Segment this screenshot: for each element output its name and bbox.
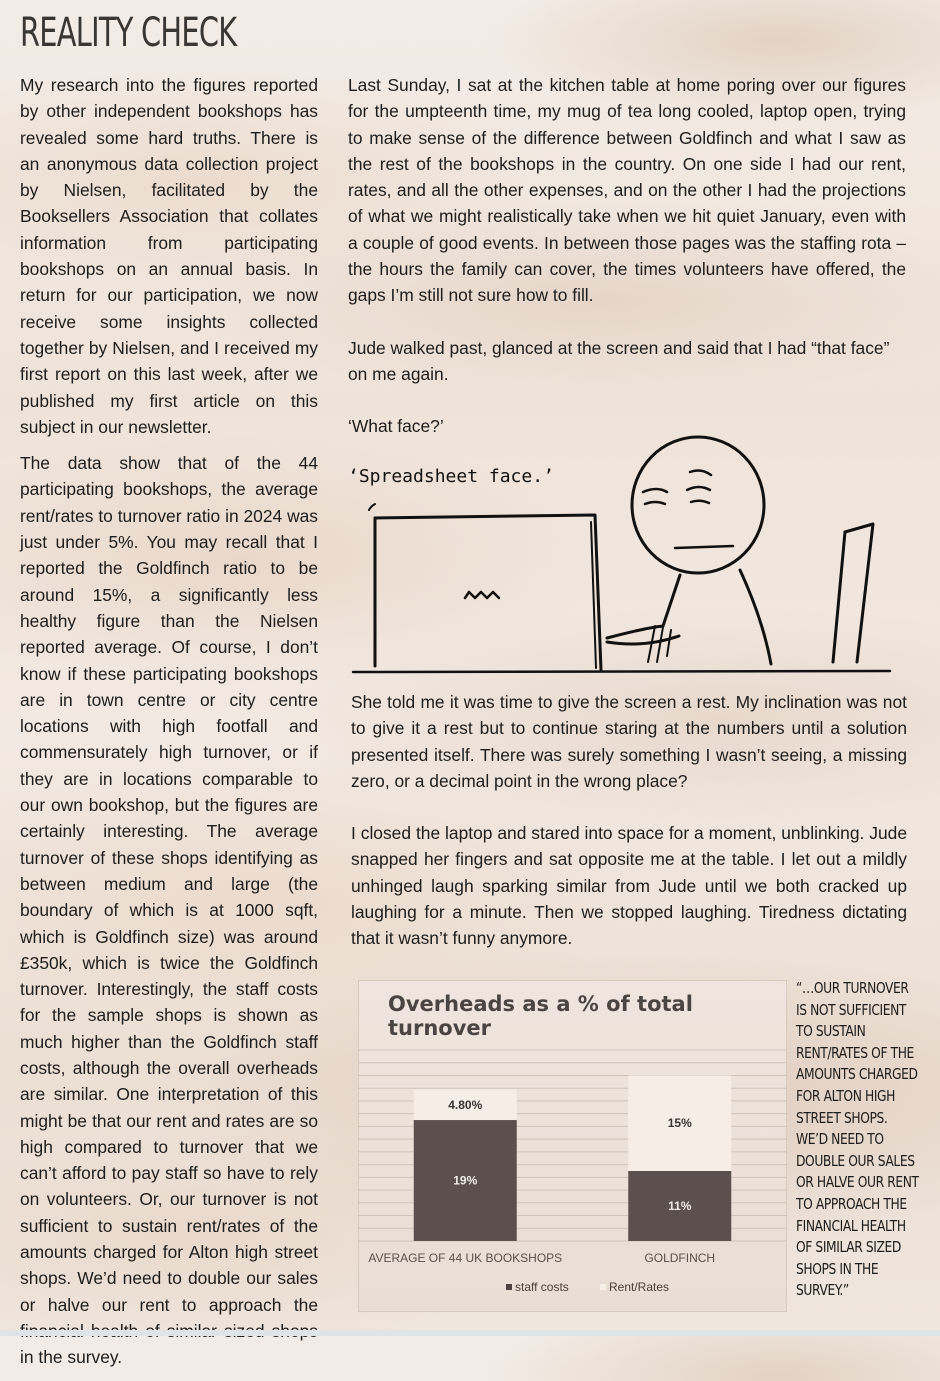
data-label: 11%: [668, 1198, 692, 1213]
chart-title: Overheads as a % of total turnover: [388, 992, 693, 1040]
legend-entry: Rent/Rates: [609, 1280, 670, 1294]
overheads-chart: [358, 1030, 787, 1312]
page-title: REALITY CHECK: [20, 10, 237, 56]
legend-swatch: [506, 1284, 512, 1290]
data-label: 19%: [453, 1173, 478, 1188]
pull-quote: “…OUR TURNOVER IS NOT SUFFICIENT TO SUSTAIN RENT/RATES OF THE AMOUNTS CHARGED FOR ALTON HIGH STREET SHOPS. WE’D NEED TO DOUBLE OUR SALES OR HALVE OUR RENT TO APPROACH THE FINANCIAL HEALTH OF SIMILAR SIZED SHOPS IN THE SURVEY.”: [796, 979, 919, 1300]
data-label: 4.80%: [448, 1097, 483, 1112]
data-label: 15%: [667, 1116, 692, 1131]
left-paragraph-2: The data show that of the 44 participating bookshops, the average rent/rates to turnover ratio in 2024 was just under 5%. You may recall that I reported the Goldfinch ratio to be around 15%, a significantly less healthy figure than the Nielsen reported average. Of course, I don’t know if these participating bookshops are in town centre or city centre locations with high footfall and commensurately high turnover, or if they are in locations comparable to our own bookshop, but the figures are certainly interesting. The average turnover of these shops identifying as between medium and large (the boundary of which is at 1000 sqft, which is Goldfinch size) was around £350k, which is twice the Goldfinch turnover. Interestingly, the staff costs for the sample shops is shown as much higher than the Goldfinch staff costs, although the overall overheads are similar. One interpretation of this might be that our rent and rates are so high compared to turnover that we can’t afford to pay staff so have to rely on volunteers. Or, our turnover is not sufficient to sustain rent/rates of the amounts charged for Alton high street shops. We’d need to double our sales or halve our rent to approach the in the survey.: [20, 453, 318, 1368]
category-label: GOLDFINCH: [644, 1251, 716, 1265]
illustration-caption: ‘Spreadsheet face.’: [348, 466, 554, 487]
right-paragraph-3: ‘What face?’: [348, 416, 444, 437]
right-column-bottom: [351, 689, 907, 978]
left-paragraph-1: My research into the figures reported by other independent bookshops has revealed some hard truths. There is an anonymous data collection project by Nielsen, facilitated by the Booksellers Association that collates information from participating bookshops on an annual basis. In return for our participation, we now receive some insights collected together by Nielsen, and I received my first report on this last week, after we published my first article on this subject in our newsletter.: [20, 75, 318, 437]
left-column: [20, 72, 318, 1381]
right-paragraph-4: She told me it was time to give the screen a rest. My inclination was not to give it a rest but to continue staring at the numbers until a solution presented itself. There was surely something I wasn’t seeing, a missing zero, or a decimal point in the wrong place?: [351, 692, 907, 791]
category-label: AVERAGE OF 44 UK BOOKSHOPS: [368, 1251, 563, 1265]
page-bottom-strip: [0, 1330, 940, 1336]
right-column-top: [348, 72, 906, 466]
legend-entry: staff costs: [515, 1280, 569, 1294]
right-paragraph-1: Last Sunday, I sat at the kitchen table at home poring over our figures for the umpteenth time, my mug of tea long cooled, laptop open, trying to make sense of the difference between Goldfinch and what I saw as the rest of the bookshops in the country. On one side I had our rent, rates, and all the other expenses, and on the other I had the projections of what we might realistically take when we hit quiet January, even with a couple of good events. In between those pages was the staffing rota – the hours the family can cover, the times volunteers have offered, the gaps I’m still not sure how to fill.: [348, 75, 906, 306]
right-paragraph-5: I closed the laptop and stared into space for a moment, unblinking. Jude snapped her fingers and sat opposite me at the table. I let out a mildly unhinged laugh sparking similar from Jude until we both cracked up laughing for a minute. Then we stopped laughing. Tiredness dictating that it wasn’t funny anymore.: [351, 823, 907, 949]
right-paragraph-2: Jude walked past, glanced at the screen and said that I had “that face” on me again.: [348, 337, 890, 384]
legend-swatch: [600, 1284, 606, 1290]
